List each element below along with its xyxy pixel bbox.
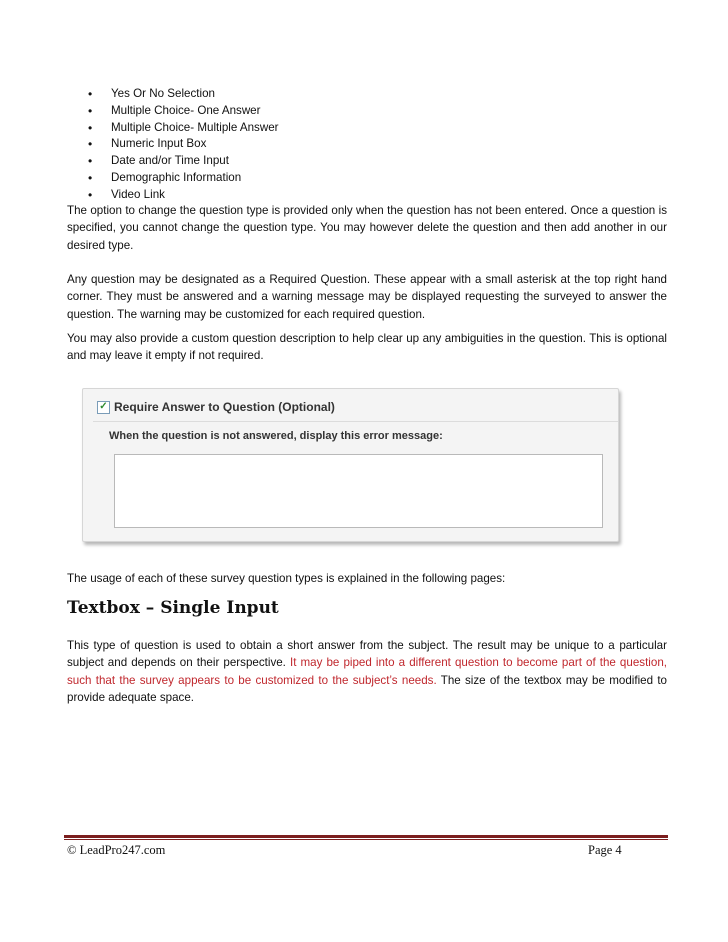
bullet-icon: •: [88, 137, 93, 152]
require-answer-label: Require Answer to Question (Optional): [114, 400, 335, 414]
require-answer-screenshot: [82, 388, 619, 542]
divider: [93, 421, 618, 422]
bullet-icon: •: [88, 103, 93, 118]
question-type-list: [88, 86, 279, 204]
bullet-icon: •: [88, 87, 93, 101]
list-item: • Demographic Information: [88, 170, 242, 185]
paragraph-custom-description: You may also provide a custom question description to help clear up any ambiguities in the question. This is optional and may leave it empty if not required.: [67, 332, 667, 363]
paragraph-usage-intro: The usage of each of these survey question types is explained in the following pages:: [67, 572, 506, 585]
list-item: • Numeric Input Box: [88, 137, 207, 152]
bullet-icon: •: [88, 120, 93, 135]
footer-rule: [64, 835, 668, 838]
list-item: • Video Link: [88, 187, 165, 202]
list-item: • Multiple Choice- One Answer: [88, 103, 261, 118]
error-message-textarea[interactable]: [114, 454, 603, 528]
highlighted-text: It may be piped into a different question to become part of the question, such that the survey appears to be customized to the subject’s needs.: [67, 656, 667, 687]
require-answer-option[interactable]: [97, 400, 335, 414]
error-message-label: When the question is not answered, display this error message:: [109, 430, 443, 442]
footer-page-number: Page 4: [588, 843, 622, 857]
section-heading: Textbox – Single Input: [67, 598, 279, 618]
bullet-icon: •: [88, 170, 93, 185]
footer-rule-thin: [64, 839, 668, 840]
paragraph-textbox-description: This type of question is used to obtain a short answer from the subject. The result may be unique to a particular subject and depends on their perspective. It may be piped into a different question to become part of the question, such that the survey appears to be customized to the subject’s needs. The size of the textbox may be modified to provide adequate space.: [67, 639, 667, 705]
checkbox-checked-icon[interactable]: ✓: [97, 401, 110, 414]
list-item: • Date and/or Time Input: [88, 154, 229, 169]
paragraph-question-type-change: The option to change the question type is provided only when the question has not been entered. Once a question is specified, you cannot change the question type. You may however delete the question and then add another in our desired type.: [67, 204, 667, 252]
bullet-icon: •: [88, 187, 93, 202]
bullet-icon: •: [88, 154, 93, 169]
footer-copyright: © LeadPro247.com: [67, 843, 166, 857]
paragraph-required-question: Any question may be designated as a Required Question. These appear with a small asterisk at the top right hand corner. They must be answered and a warning message may be displayed requesting the surveyed to answer the question. The warning may be customized for each required question.: [67, 273, 667, 321]
list-item: • Multiple Choice- Multiple Answer: [88, 120, 279, 135]
list-item: • Yes Or No Selection: [88, 87, 215, 101]
